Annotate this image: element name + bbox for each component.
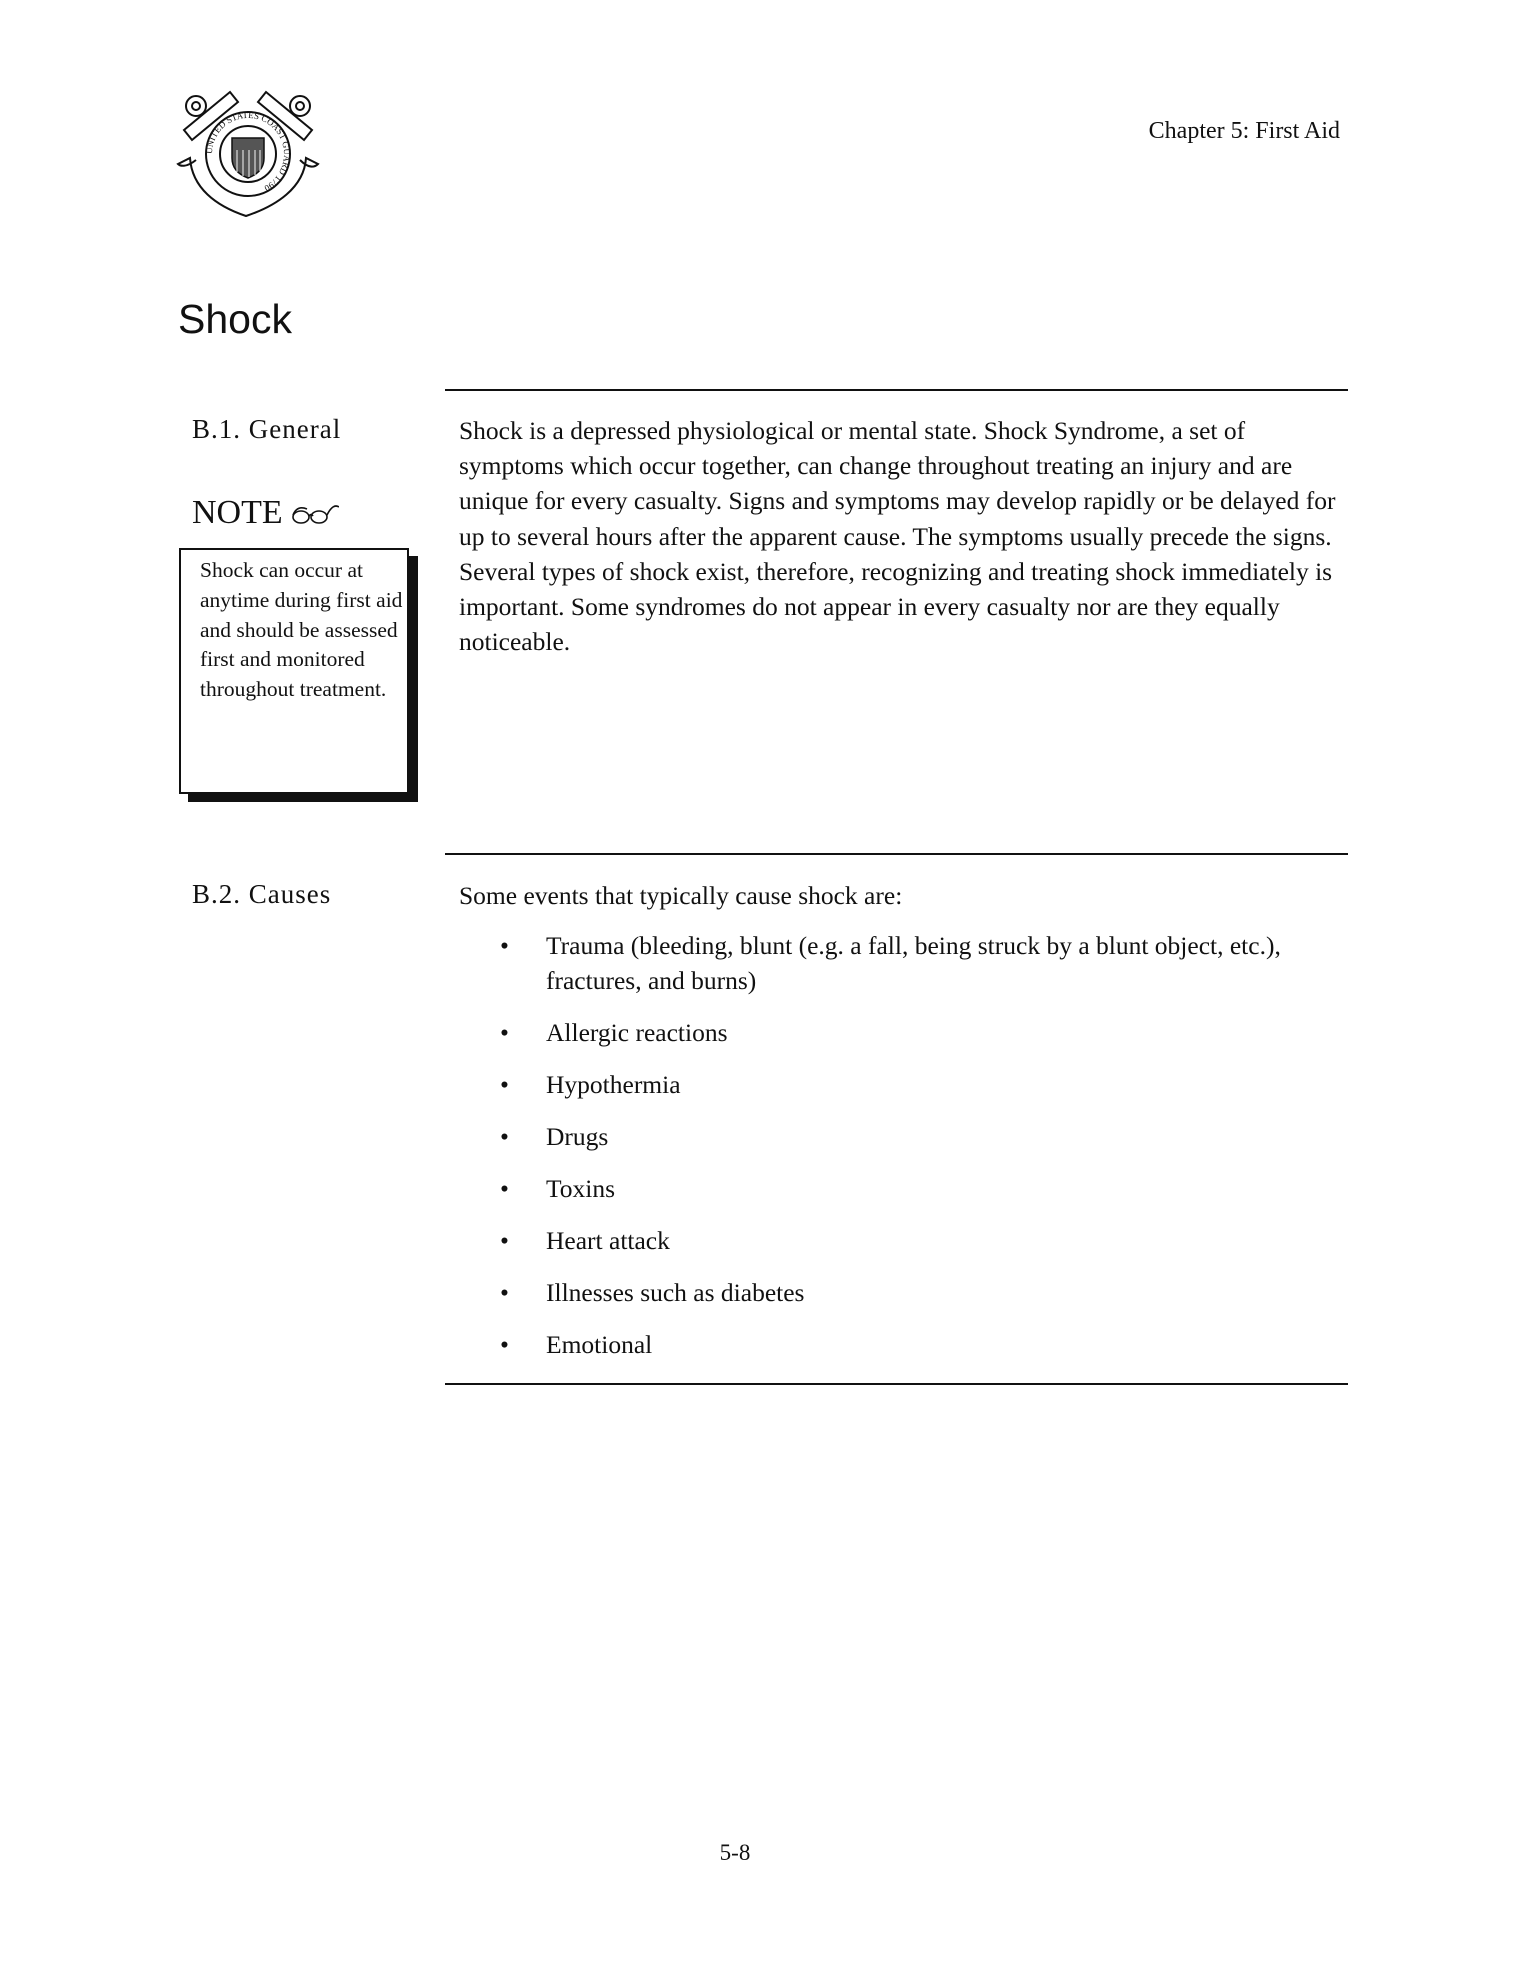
section-label-general: B.1. General <box>192 414 342 444</box>
bullet-icon: • <box>500 1278 509 1307</box>
list-item: • Emotional <box>500 1327 1350 1362</box>
list-item: • Drugs <box>500 1119 1350 1154</box>
note-heading <box>192 494 339 532</box>
list-item: • Illnesses such as diabetes <box>500 1275 1350 1310</box>
causes-intro: Some events that typically cause shock are: <box>459 881 903 910</box>
note-box: Shock can occur at anytime during first aid and should be assessed first and monitored throughout treatment. <box>179 548 409 794</box>
bullet-icon: • <box>500 1330 509 1359</box>
chapter-header: Chapter 5: First Aid <box>1148 118 1340 144</box>
bullet-icon: • <box>500 1226 509 1255</box>
list-item: • Heart attack <box>500 1223 1350 1258</box>
causes-list <box>500 928 1350 1379</box>
general-paragraph: Shock is a depressed physiological or mental state. Shock Syndrome, a set of symptoms which occur together, can change throughout treating an injury and are unique for every casualty. Signs and symptoms may develop rapidly or be delayed for up to several hours after the apparent cause. The symptoms usually precede the signs. Several types of shock exist, therefore, recognizing and treating shock immediately is important. Some syndromes do not appear in every casualty nor are they equally noticeable. <box>459 416 1336 657</box>
svg-text:UNITED STATES COAST GUARD 1790: UNITED STATES COAST GUARD 1790 <box>203 109 293 194</box>
bullet-icon: • <box>500 1070 509 1099</box>
coast-guard-seal-logo <box>176 88 320 222</box>
list-item: • Toxins <box>500 1171 1350 1206</box>
section-divider <box>445 389 1348 391</box>
bullet-icon: • <box>500 1018 509 1047</box>
bullet-icon: • <box>500 1174 509 1203</box>
bullet-icon: • <box>500 931 509 960</box>
eyeglasses-icon <box>291 503 339 525</box>
list-item: • Allergic reactions <box>500 1015 1350 1050</box>
page-title: Shock <box>178 296 292 342</box>
page-number: 5-8 <box>719 1840 751 1865</box>
section-divider <box>445 853 1348 855</box>
list-item: • Trauma (bleeding, blunt (e.g. a fall, being struck by a blunt object, etc.), fractures, and burns) <box>500 928 1350 998</box>
section-divider <box>445 1383 1348 1385</box>
bullet-icon: • <box>500 1122 509 1151</box>
note-label: NOTE <box>192 494 283 531</box>
list-item: • Hypothermia <box>500 1067 1350 1102</box>
section-label-causes: B.2. Causes <box>192 879 332 909</box>
